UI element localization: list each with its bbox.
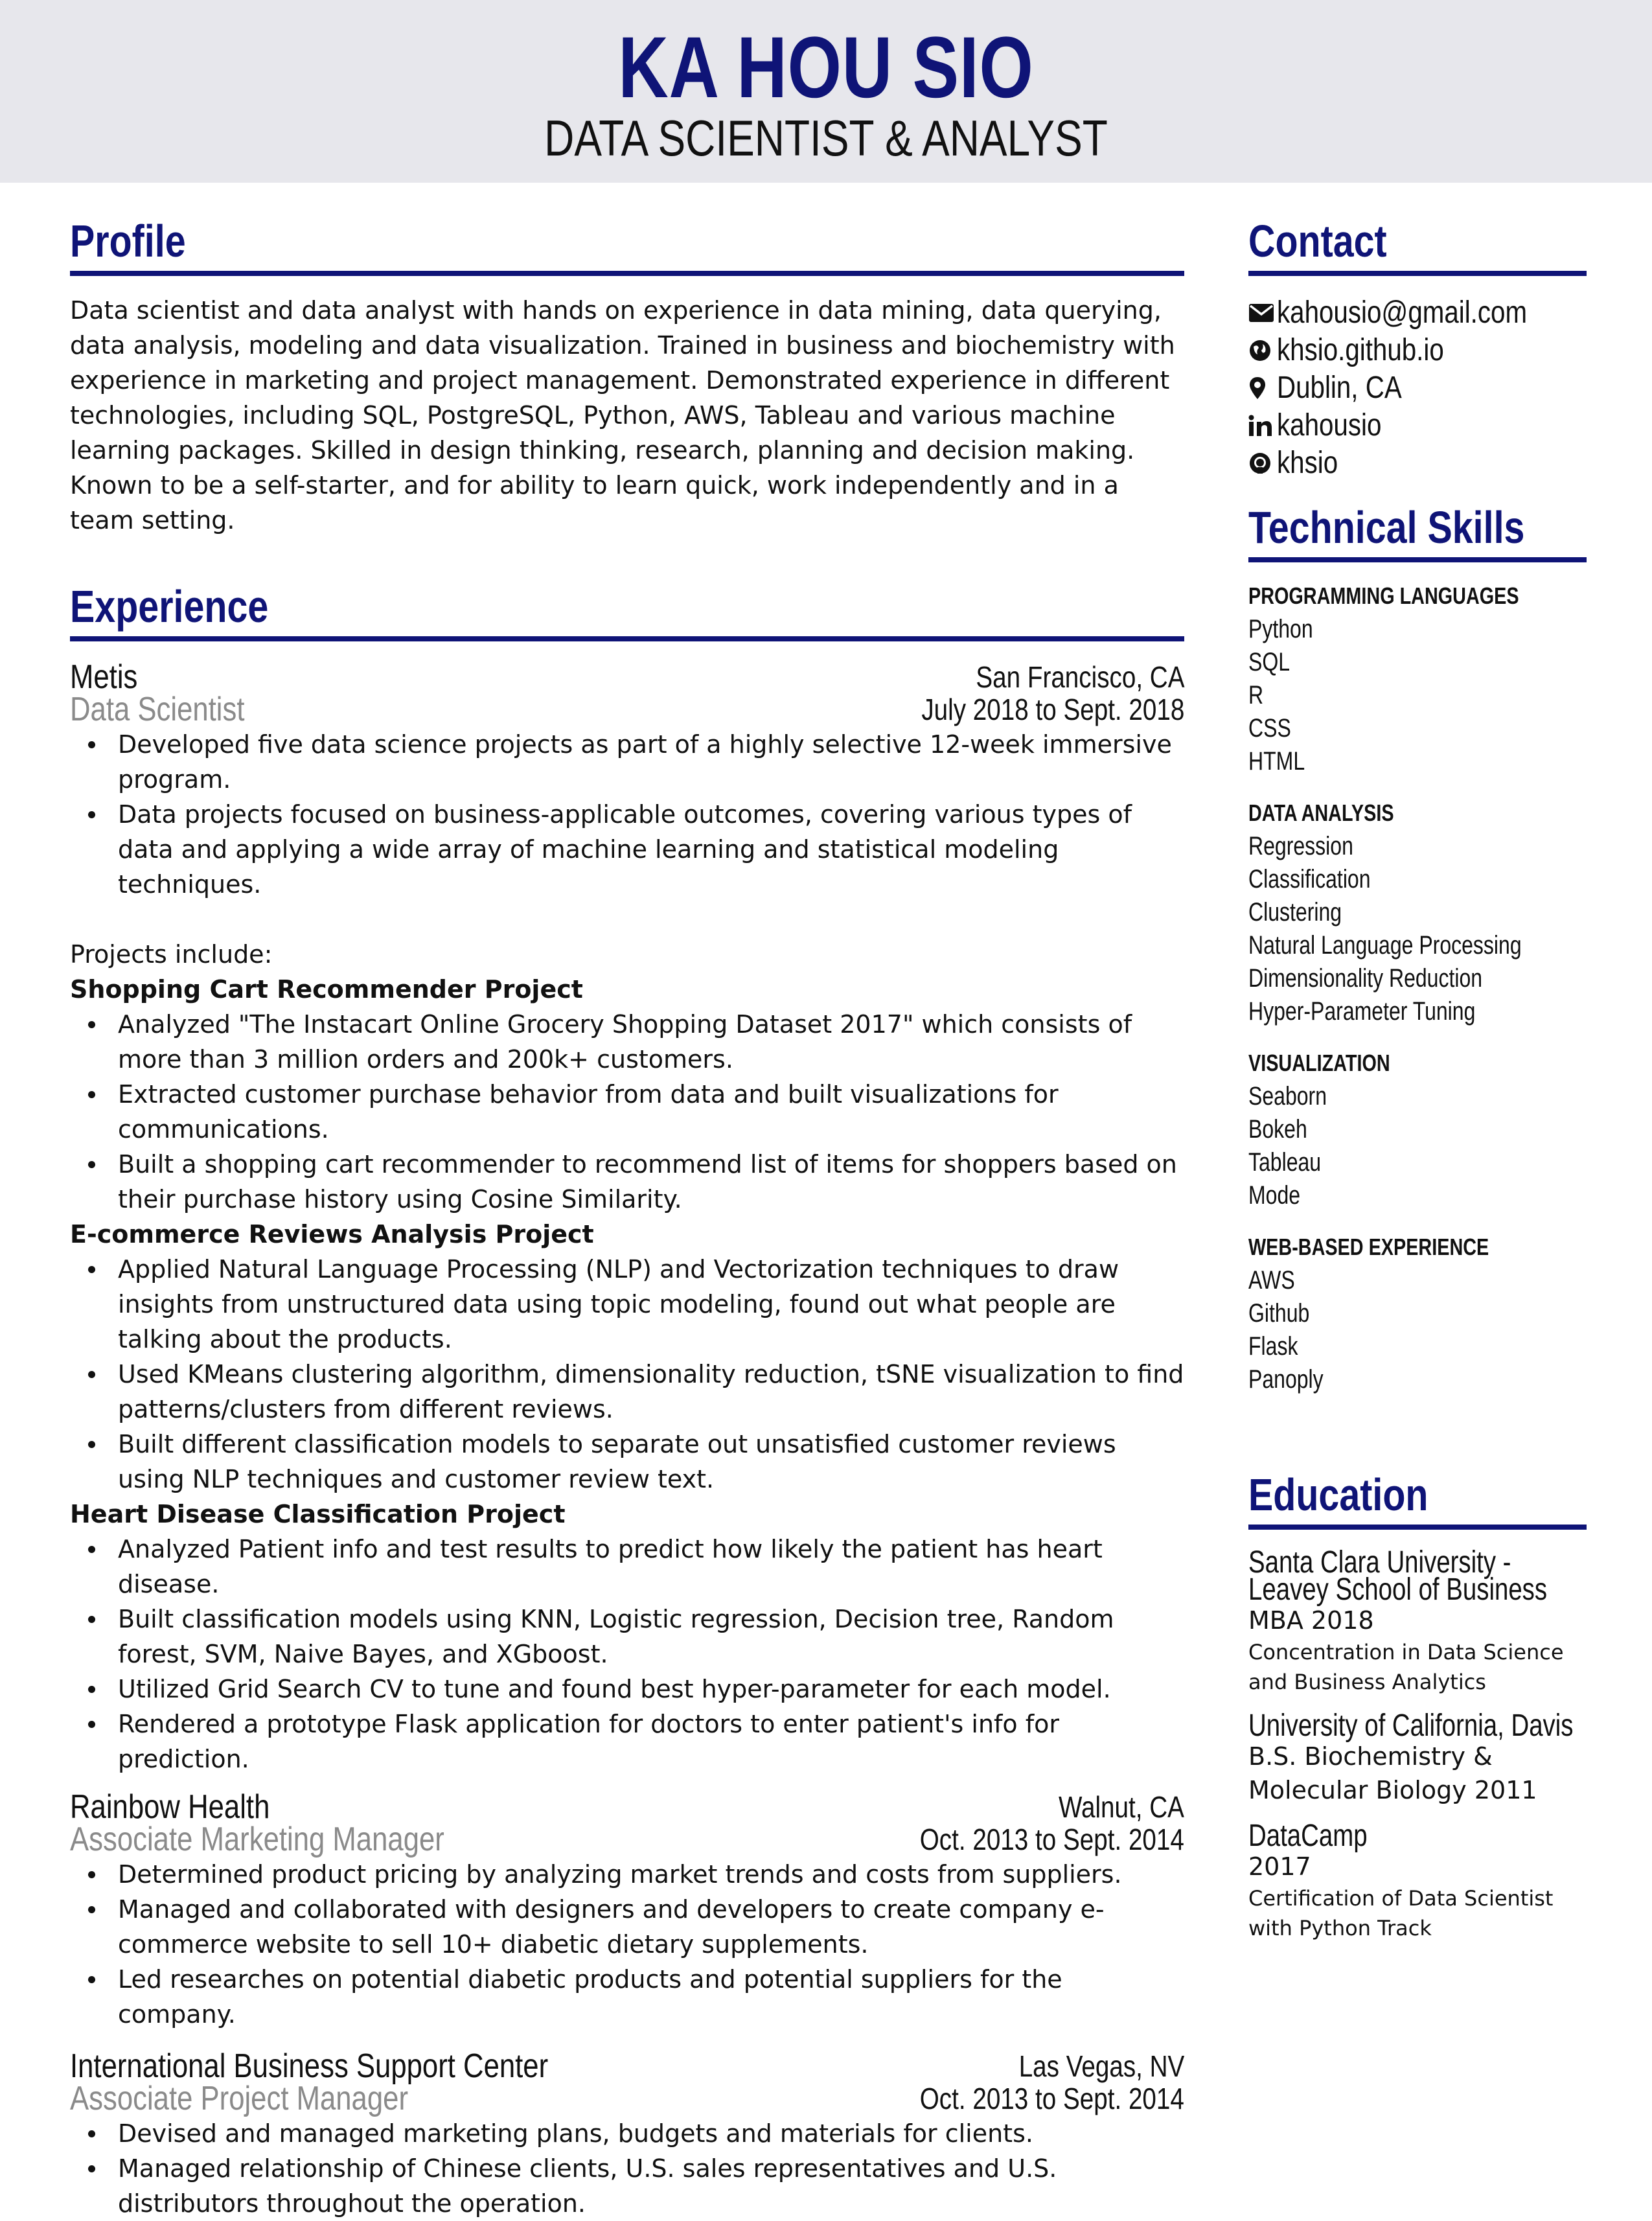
job-entry-metis — [70, 660, 1184, 1777]
skill-item: Seaborn — [1248, 1082, 1327, 1110]
skill-item: R — [1248, 681, 1264, 709]
skill-group-programming — [1248, 579, 1587, 778]
bullet-item: Analyzed "The Instacart Online Grocery Shopping Dataset 2017" which consists of more than 3 million orders and 200k+ customers. — [118, 1007, 1184, 1077]
projects-intro: Projects include: — [70, 940, 273, 969]
skill-item: Hyper-Parameter Tuning — [1248, 997, 1476, 1026]
education-entry — [1248, 1709, 1587, 1807]
envelope-icon — [1248, 299, 1277, 327]
education-divider — [1248, 1525, 1587, 1530]
skill-group-visualization — [1248, 1046, 1587, 1212]
experience-divider — [70, 636, 1184, 641]
skill-group-data-analysis — [1248, 796, 1587, 1028]
job-bullets — [70, 727, 1184, 902]
skill-item: Natural Language Processing — [1248, 931, 1522, 960]
job-location: San Francisco, CA — [975, 660, 1184, 694]
skill-item: Panoply — [1248, 1365, 1324, 1394]
job-location: Walnut, CA — [1059, 1790, 1184, 1824]
education-degree: MBA 2018 — [1248, 1606, 1374, 1635]
project-title: E-commerce Reviews Analysis Project — [70, 1220, 594, 1249]
bullet-item: Built classification models using KNN, Logistic regression, Decision tree, Random forest, SVM, Naive Bayes, and XGboost. — [118, 1602, 1184, 1672]
job-dates: Oct. 2013 to Sept. 2014 — [919, 2082, 1184, 2115]
skill-item: Bokeh — [1248, 1115, 1307, 1144]
skill-item: Github — [1248, 1299, 1310, 1328]
bullet-item: Determined product pricing by analyzing market trends and costs from suppliers. — [118, 1857, 1184, 1892]
bullet-item: Analyzed Patient info and test results to predict how likely the patient has heart disease. — [118, 1532, 1184, 1602]
education-degree: B.S. Biochemistry & Molecular Biology 2011 — [1248, 1742, 1537, 1804]
education-note: Concentration in Data Science and Business Analytics — [1248, 1640, 1564, 1694]
job-bullets — [70, 2116, 1184, 2221]
profile-heading: Profile — [70, 216, 186, 266]
job-title: Associate Marketing Manager — [70, 1821, 444, 1858]
bullet-item: Managed relationship of Chinese clients, U.S. sales representatives and U.S. distributors throughout the operation. — [118, 2151, 1184, 2221]
skill-item: Dimensionality Reduction — [1248, 964, 1483, 993]
experience-heading: Experience — [70, 581, 269, 632]
job-company: Rainbow Health — [70, 1788, 270, 1826]
profile-summary: Data scientist and data analyst with hands on experience in data mining, data querying, data analysis, modeling and data visualization. Trained in business and biochemistry with experience in marketing and project management. Demonstrated experience in different technologies, including SQL, PostgreSQL, Python, AWS, Tableau and various machine learning packages. Skilled in design thinking, research, planning and decision making. Known to be a self-starter, and for ability to learn quick, work independently and in a team setting. — [70, 296, 1175, 535]
contact-github-text: khsio — [1277, 446, 1338, 480]
project-bullets — [70, 1007, 1184, 1217]
contact-location-text: Dublin, CA — [1277, 371, 1402, 405]
job-header — [70, 2049, 1184, 2116]
job-location: Las Vegas, NV — [1018, 2049, 1184, 2083]
project-bullets — [70, 1252, 1184, 1497]
skill-group-title: DATA ANALYSIS — [1248, 800, 1394, 826]
contact-website-text: khsio.github.io — [1277, 333, 1444, 367]
candidate-name: KA HOU SIO — [618, 19, 1034, 116]
profile-divider — [70, 271, 1184, 276]
skill-group-title: PROGRAMMING LANGUAGES — [1248, 582, 1519, 609]
job-entry-ibsc — [70, 2049, 1184, 2221]
education-entry — [1248, 1545, 1587, 1697]
candidate-role: DATA SCIENTIST & ANALYST — [544, 109, 1108, 167]
education-school: DataCamp — [1248, 1819, 1368, 1853]
job-entry-rainbow-health — [70, 1789, 1184, 2032]
contact-linkedin[interactable] — [1248, 407, 1587, 444]
bullet-item: Applied Natural Language Processing (NLP) and Vectorization techniques to draw insights from unstructured data using topic modeling, found out what people are talking about the products. — [118, 1252, 1184, 1357]
bullet-item: Built a shopping cart recommender to recommend list of items for shoppers based on their purchase history using Cosine Similarity. — [118, 1147, 1184, 1217]
skill-item: Mode — [1248, 1181, 1301, 1210]
contact-website[interactable] — [1248, 332, 1587, 369]
contact-list — [1248, 294, 1587, 482]
job-title: Data Scientist — [70, 691, 245, 728]
contact-github[interactable] — [1248, 444, 1587, 482]
education-entry — [1248, 1819, 1587, 1943]
skill-group-title: WEB-BASED EXPERIENCE — [1248, 1234, 1489, 1260]
contact-heading: Contact — [1248, 216, 1387, 266]
bullet-item: Managed and collaborated with designers and developers to create company e-commerce website to sell 10+ diabetic dietary supplements. — [118, 1892, 1184, 1962]
globe-icon — [1248, 336, 1277, 365]
main-column — [70, 214, 1184, 2221]
contact-divider — [1248, 271, 1587, 276]
education-school: University of California, Davis — [1248, 1709, 1574, 1743]
contact-linkedin-text: kahousio — [1277, 408, 1382, 443]
job-dates: July 2018 to Sept. 2018 — [921, 693, 1184, 726]
contact-email[interactable] — [1248, 294, 1587, 332]
job-bullets — [70, 1857, 1184, 2032]
education-heading: Education — [1248, 1469, 1428, 1520]
job-header — [70, 1789, 1184, 1857]
skills-divider — [1248, 557, 1587, 562]
project-bullets — [70, 1532, 1184, 1777]
bullet-item: Led researches on potential diabetic products and potential suppliers for the company. — [118, 1962, 1184, 2032]
skill-item: Python — [1248, 615, 1313, 643]
bullet-item: Utilized Grid Search CV to tune and found best hyper-parameter for each model. — [118, 1672, 1184, 1707]
bullet-item: Rendered a prototype Flask application for doctors to enter patient's info for prediction. — [118, 1707, 1184, 1777]
project-title: Heart Disease Classification Project — [70, 1500, 566, 1528]
job-company: Metis — [70, 658, 138, 696]
linkedin-icon — [1248, 411, 1277, 440]
skill-group-web — [1248, 1230, 1587, 1396]
bullet-item: Built different classification models to separate out unsatisfied customer reviews using NLP techniques and customer review text. — [118, 1427, 1184, 1497]
skills-heading: Technical Skills — [1248, 502, 1525, 553]
skill-item: Classification — [1248, 865, 1371, 893]
skill-item: HTML — [1248, 747, 1305, 776]
bullet-item: Used KMeans clustering algorithm, dimensionality reduction, tSNE visualization to find patterns/clusters from different reviews. — [118, 1357, 1184, 1427]
skill-item: Tableau — [1248, 1148, 1322, 1177]
skill-item: SQL — [1248, 648, 1291, 676]
project-title: Shopping Cart Recommender Project — [70, 975, 583, 1004]
education-school: Santa Clara University - Leavey School of Business — [1248, 1545, 1548, 1607]
bullet-item: Developed five data science projects as part of a highly selective 12-week immersive program. — [118, 727, 1184, 797]
skill-item: Flask — [1248, 1332, 1298, 1361]
skill-item: AWS — [1248, 1266, 1295, 1295]
skill-item: Clustering — [1248, 898, 1342, 926]
skill-item: Regression — [1248, 832, 1353, 860]
sidebar-column — [1248, 214, 1587, 1943]
contact-email-text: kahousio@gmail.com — [1277, 295, 1528, 330]
education-degree: 2017 — [1248, 1852, 1311, 1881]
github-icon — [1248, 449, 1277, 478]
map-pin-icon — [1248, 374, 1277, 402]
skill-item: CSS — [1248, 714, 1291, 742]
bullet-item: Extracted customer purchase behavior from data and built visualizations for communications. — [118, 1077, 1184, 1147]
resume-header — [0, 0, 1652, 183]
skill-group-title: VISUALIZATION — [1248, 1050, 1390, 1076]
job-header — [70, 660, 1184, 727]
bullet-item: Devised and managed marketing plans, budgets and materials for clients. — [118, 2116, 1184, 2151]
education-note: Certification of Data Scientist with Python Track — [1248, 1886, 1554, 1940]
contact-location — [1248, 369, 1587, 407]
job-company: International Business Support Center — [70, 2047, 549, 2085]
bullet-item: Data projects focused on business-applicable outcomes, covering various types of data and applying a wide array of machine learning and statistical modeling techniques. — [118, 797, 1184, 902]
job-dates: Oct. 2013 to Sept. 2014 — [919, 1823, 1184, 1856]
job-title: Associate Project Manager — [70, 2080, 408, 2117]
